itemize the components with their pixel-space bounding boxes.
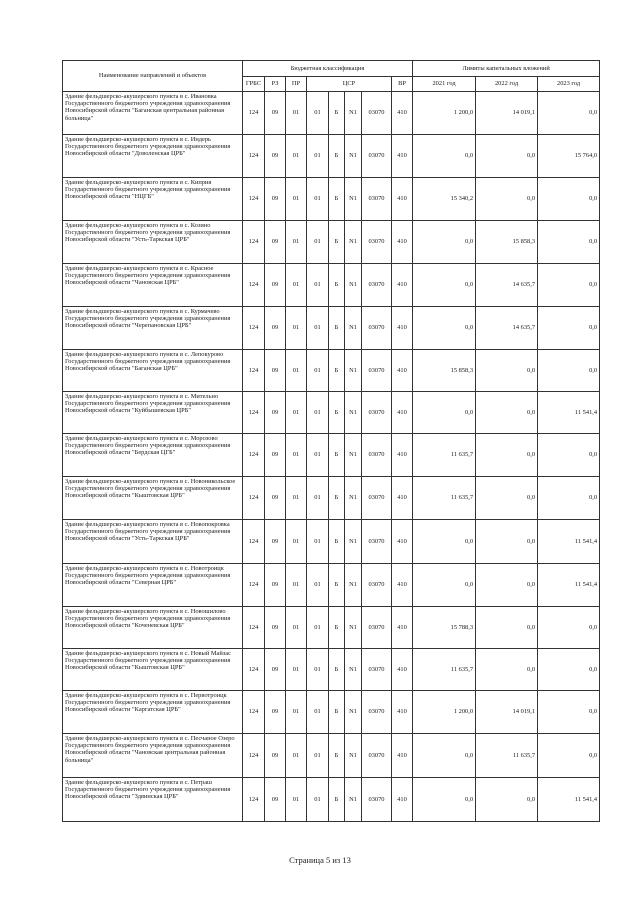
pr-code: 01 [286,691,307,734]
table-row [63,392,600,434]
limit-2023: 0,0 [538,649,600,691]
pr-code: 01 [286,350,307,392]
vr-code: 410 [392,477,413,520]
table-row [63,178,600,221]
facility-name: Здание фельдшерско-акушерского пункта в с. Новопокровка Государственного бюджетного учреждения здравоохранения Новосибирской области "Усть-Таркская ЦРБ" [63,520,243,564]
csr-program-code: 01 [307,607,329,649]
csr-program-code: 01 [307,264,329,307]
facility-name: Здание фельдшерско-акушерского пункта в с. Морозово Государственного бюджетного учреждения здравоохранения Новосибирской области "Бердская ЦГБ" [63,434,243,477]
grbs-code: 124 [243,607,265,649]
vr-code: 410 [392,392,413,434]
rz-code: 09 [265,178,286,221]
csr-direction-code: 03070 [362,392,392,434]
csr-program-code: 01 [307,734,329,778]
limit-2022: 0,0 [476,778,538,822]
header-name-column: Наименование направлений и объектов [63,61,243,92]
csr-subprogram-code: Б [329,135,345,178]
csr-subprogram-code: Б [329,477,345,520]
header-pr: ПР [286,76,307,92]
rz-code: 09 [265,264,286,307]
table-row [63,221,600,264]
table-row [63,350,600,392]
document-page [62,60,599,822]
csr-subprogram-code: Б [329,607,345,649]
limit-2023: 0,0 [538,691,600,734]
csr-project-code: N1 [345,264,362,307]
limit-2022: 14 635,7 [476,264,538,307]
limit-2023: 0,0 [538,307,600,350]
table-row [63,434,600,477]
limit-2023: 11 541,4 [538,520,600,564]
grbs-code: 124 [243,477,265,520]
header-grbs: ГРБС [243,76,265,92]
pr-code: 01 [286,778,307,822]
csr-project-code: N1 [345,221,362,264]
limit-2022: 15 858,3 [476,221,538,264]
limit-2023: 0,0 [538,477,600,520]
header-year-2022: 2022 год [476,76,538,92]
facility-name: Здание фельдшерско-акушерского пункта в с. Новошилово Государственного бюджетного учреждения здравоохранения Новосибирской области "Коченевская ЦРБ" [63,607,243,649]
grbs-code: 124 [243,778,265,822]
table-row [63,477,600,520]
table-row [63,135,600,178]
limit-2021: 0,0 [413,520,476,564]
page-number: Страница 5 из 13 [289,855,351,865]
vr-code: 410 [392,434,413,477]
vr-code: 410 [392,92,413,135]
limit-2022: 0,0 [476,649,538,691]
csr-direction-code: 03070 [362,434,392,477]
limit-2021: 11 635,7 [413,477,476,520]
table-row [63,691,600,734]
table-row [63,734,600,778]
limit-2022: 0,0 [476,392,538,434]
csr-direction-code: 03070 [362,734,392,778]
facility-name: Здание фельдшерско-акушерского пункта в с. Песчаное Озеро Государственного бюджетного учреждения здравоохранения Новосибирской области "Чановская центральная районная больница" [63,734,243,778]
grbs-code: 124 [243,135,265,178]
facility-name: Здание фельдшерско-акушерского пункта в с. Индерь Государственного бюджетного учреждения здравоохранения Новосибирской области "Доволенская ЦРБ" [63,135,243,178]
csr-direction-code: 03070 [362,135,392,178]
csr-direction-code: 03070 [362,92,392,135]
table-body [63,92,600,822]
rz-code: 09 [265,434,286,477]
limit-2023: 11 541,4 [538,392,600,434]
limit-2023: 11 541,4 [538,564,600,607]
csr-direction-code: 03070 [362,607,392,649]
facility-name: Здание фельдшерско-акушерского пункта в с. Козино Государственного бюджетного учреждения здравоохранения Новосибирской области "Усть-Таркская ЦРБ" [63,221,243,264]
vr-code: 410 [392,607,413,649]
grbs-code: 124 [243,734,265,778]
facility-name: Здание фельдшерско-акушерского пункта в с. Новый Майзас Государственного бюджетного учреждения здравоохранения Новосибирской области "Кыштовская ЦРБ" [63,649,243,691]
rz-code: 09 [265,135,286,178]
vr-code: 410 [392,135,413,178]
csr-program-code: 01 [307,350,329,392]
csr-project-code: N1 [345,392,362,434]
pr-code: 01 [286,178,307,221]
table-row [63,607,600,649]
csr-project-code: N1 [345,734,362,778]
csr-direction-code: 03070 [362,178,392,221]
limit-2022: 14 635,7 [476,307,538,350]
limit-2022: 0,0 [476,564,538,607]
rz-code: 09 [265,307,286,350]
header-csr: ЦСР [307,76,392,92]
pr-code: 01 [286,734,307,778]
limit-2021: 0,0 [413,221,476,264]
limit-2022: 0,0 [476,178,538,221]
pr-code: 01 [286,264,307,307]
limit-2023: 0,0 [538,178,600,221]
vr-code: 410 [392,564,413,607]
csr-direction-code: 03070 [362,307,392,350]
grbs-code: 124 [243,520,265,564]
facility-name: Здание фельдшерско-акушерского пункта в с. Ивановка Государственного бюджетного учреждения здравоохранения Новосибирской области "Баганская центральная районная больница" [63,92,243,135]
facility-name: Здание фельдшерско-акушерского пункта в с. Новотроицк Государственного бюджетного учреждения здравоохранения Новосибирской области "Северная ЦРБ" [63,564,243,607]
limit-2023: 0,0 [538,221,600,264]
rz-code: 09 [265,734,286,778]
header-year-2021: 2021 год [413,76,476,92]
csr-project-code: N1 [345,434,362,477]
limit-2023: 0,0 [538,734,600,778]
csr-project-code: N1 [345,307,362,350]
csr-direction-code: 03070 [362,564,392,607]
limit-2022: 0,0 [476,520,538,564]
grbs-code: 124 [243,392,265,434]
csr-direction-code: 03070 [362,350,392,392]
csr-program-code: 01 [307,92,329,135]
csr-project-code: N1 [345,135,362,178]
csr-program-code: 01 [307,649,329,691]
grbs-code: 124 [243,264,265,307]
pr-code: 01 [286,135,307,178]
header-budget-classification: Бюджетная классификация [243,61,413,77]
grbs-code: 124 [243,307,265,350]
csr-project-code: N1 [345,607,362,649]
facility-name: Здание фельдшерско-акушерского пункта в с. Новоникольское Государственного бюджетного учреждения здравоохранения Новосибирской области "Кыштовская ЦРБ" [63,477,243,520]
header-capital-limits: Лимиты капитальных вложений [413,61,600,77]
facility-name: Здание фельдшерско-акушерского пункта в с. Курмачево Государственного бюджетного учреждения здравоохранения Новосибирской области "Черепановская ЦРБ" [63,307,243,350]
csr-direction-code: 03070 [362,264,392,307]
table-row [63,92,600,135]
limit-2023: 0,0 [538,607,600,649]
limit-2022: 0,0 [476,350,538,392]
rz-code: 09 [265,221,286,264]
limit-2023: 0,0 [538,434,600,477]
header-year-2023: 2023 год [538,76,600,92]
facility-name: Здание фельдшерско-акушерского пункта в с. Красное Государственного бюджетного учреждения здравоохранения Новосибирской области "Чановская ЦРБ" [63,264,243,307]
limit-2023: 0,0 [538,92,600,135]
csr-program-code: 01 [307,434,329,477]
csr-project-code: N1 [345,520,362,564]
csr-direction-code: 03070 [362,778,392,822]
limit-2023: 11 541,4 [538,778,600,822]
pr-code: 01 [286,392,307,434]
csr-project-code: N1 [345,477,362,520]
rz-code: 09 [265,607,286,649]
pr-code: 01 [286,434,307,477]
rz-code: 09 [265,649,286,691]
limit-2022: 14 019,1 [476,92,538,135]
csr-project-code: N1 [345,564,362,607]
csr-project-code: N1 [345,92,362,135]
table-row [63,307,600,350]
csr-subprogram-code: Б [329,691,345,734]
vr-code: 410 [392,221,413,264]
csr-project-code: N1 [345,649,362,691]
pr-code: 01 [286,607,307,649]
csr-subprogram-code: Б [329,734,345,778]
grbs-code: 124 [243,221,265,264]
vr-code: 410 [392,350,413,392]
facility-name: Здание фельдшерско-акушерского пункта в с. Петраш Государственного бюджетного учреждения здравоохранения Новосибирской области "Здвинская ЦРБ" [63,778,243,822]
csr-subprogram-code: Б [329,221,345,264]
limit-2022: 0,0 [476,135,538,178]
csr-program-code: 01 [307,778,329,822]
facility-name: Здание фельдшерско-акушерского пункта в с. Лепокурово Государственного бюджетного учреждения здравоохранения Новосибирской области "Баганская ЦРБ" [63,350,243,392]
grbs-code: 124 [243,92,265,135]
facility-name: Здание фельдшерско-акушерского пункта в с. Киприя Государственного бюджетного учреждения здравоохранения Новосибирской области "НЦГБ" [63,178,243,221]
table-row [63,520,600,564]
csr-direction-code: 03070 [362,649,392,691]
table-row [63,649,600,691]
rz-code: 09 [265,778,286,822]
csr-project-code: N1 [345,778,362,822]
csr-program-code: 01 [307,691,329,734]
limit-2021: 1 200,0 [413,691,476,734]
vr-code: 410 [392,178,413,221]
csr-subprogram-code: Б [329,307,345,350]
grbs-code: 124 [243,350,265,392]
csr-subprogram-code: Б [329,264,345,307]
pr-code: 01 [286,477,307,520]
capital-investment-table [62,60,600,822]
vr-code: 410 [392,649,413,691]
limit-2021: 15 858,3 [413,350,476,392]
rz-code: 09 [265,564,286,607]
csr-subprogram-code: Б [329,778,345,822]
limit-2022: 14 019,1 [476,691,538,734]
csr-program-code: 01 [307,178,329,221]
rz-code: 09 [265,520,286,564]
table-row [63,778,600,822]
csr-subprogram-code: Б [329,564,345,607]
csr-program-code: 01 [307,564,329,607]
csr-direction-code: 03070 [362,221,392,264]
csr-direction-code: 03070 [362,520,392,564]
csr-program-code: 01 [307,477,329,520]
limit-2022: 0,0 [476,434,538,477]
csr-subprogram-code: Б [329,92,345,135]
limit-2021: 0,0 [413,392,476,434]
csr-program-code: 01 [307,135,329,178]
csr-project-code: N1 [345,350,362,392]
rz-code: 09 [265,92,286,135]
limit-2023: 0,0 [538,350,600,392]
limit-2021: 0,0 [413,564,476,607]
csr-subprogram-code: Б [329,178,345,221]
rz-code: 09 [265,477,286,520]
pr-code: 01 [286,649,307,691]
csr-subprogram-code: Б [329,649,345,691]
limit-2021: 11 635,7 [413,434,476,477]
vr-code: 410 [392,264,413,307]
vr-code: 410 [392,734,413,778]
facility-name: Здание фельдшерско-акушерского пункта в с. Мительно Государственного бюджетного учреждения здравоохранения Новосибирской области "Куйбышевская ЦРБ" [63,392,243,434]
limit-2021: 0,0 [413,135,476,178]
limit-2022: 0,0 [476,477,538,520]
csr-program-code: 01 [307,221,329,264]
csr-program-code: 01 [307,307,329,350]
csr-direction-code: 03070 [362,691,392,734]
rz-code: 09 [265,350,286,392]
table-row [63,564,600,607]
rz-code: 09 [265,392,286,434]
csr-project-code: N1 [345,178,362,221]
limit-2021: 1 200,0 [413,92,476,135]
pr-code: 01 [286,564,307,607]
limit-2021: 15 340,2 [413,178,476,221]
limit-2023: 15 764,0 [538,135,600,178]
vr-code: 410 [392,691,413,734]
csr-direction-code: 03070 [362,477,392,520]
grbs-code: 124 [243,691,265,734]
limit-2022: 11 635,7 [476,734,538,778]
vr-code: 410 [392,778,413,822]
limit-2023: 0,0 [538,264,600,307]
vr-code: 410 [392,520,413,564]
grbs-code: 124 [243,434,265,477]
header-vr: ВР [392,76,413,92]
limit-2021: 0,0 [413,778,476,822]
limit-2021: 11 635,7 [413,649,476,691]
pr-code: 01 [286,221,307,264]
vr-code: 410 [392,307,413,350]
limit-2021: 0,0 [413,307,476,350]
csr-subprogram-code: Б [329,392,345,434]
grbs-code: 124 [243,564,265,607]
facility-name: Здание фельдшерско-акушерского пункта в с. Первотроицк Государственного бюджетного учреждения здравоохранения Новосибирской области "Каргатская ЦРБ" [63,691,243,734]
pr-code: 01 [286,92,307,135]
limit-2021: 0,0 [413,264,476,307]
csr-program-code: 01 [307,392,329,434]
csr-project-code: N1 [345,691,362,734]
limit-2021: 15 788,3 [413,607,476,649]
grbs-code: 124 [243,178,265,221]
limit-2021: 0,0 [413,734,476,778]
csr-program-code: 01 [307,520,329,564]
grbs-code: 124 [243,649,265,691]
limit-2022: 0,0 [476,607,538,649]
pr-code: 01 [286,307,307,350]
csr-subprogram-code: Б [329,434,345,477]
pr-code: 01 [286,520,307,564]
csr-subprogram-code: Б [329,520,345,564]
rz-code: 09 [265,691,286,734]
header-rz: РЗ [265,76,286,92]
table-row [63,264,600,307]
csr-subprogram-code: Б [329,350,345,392]
